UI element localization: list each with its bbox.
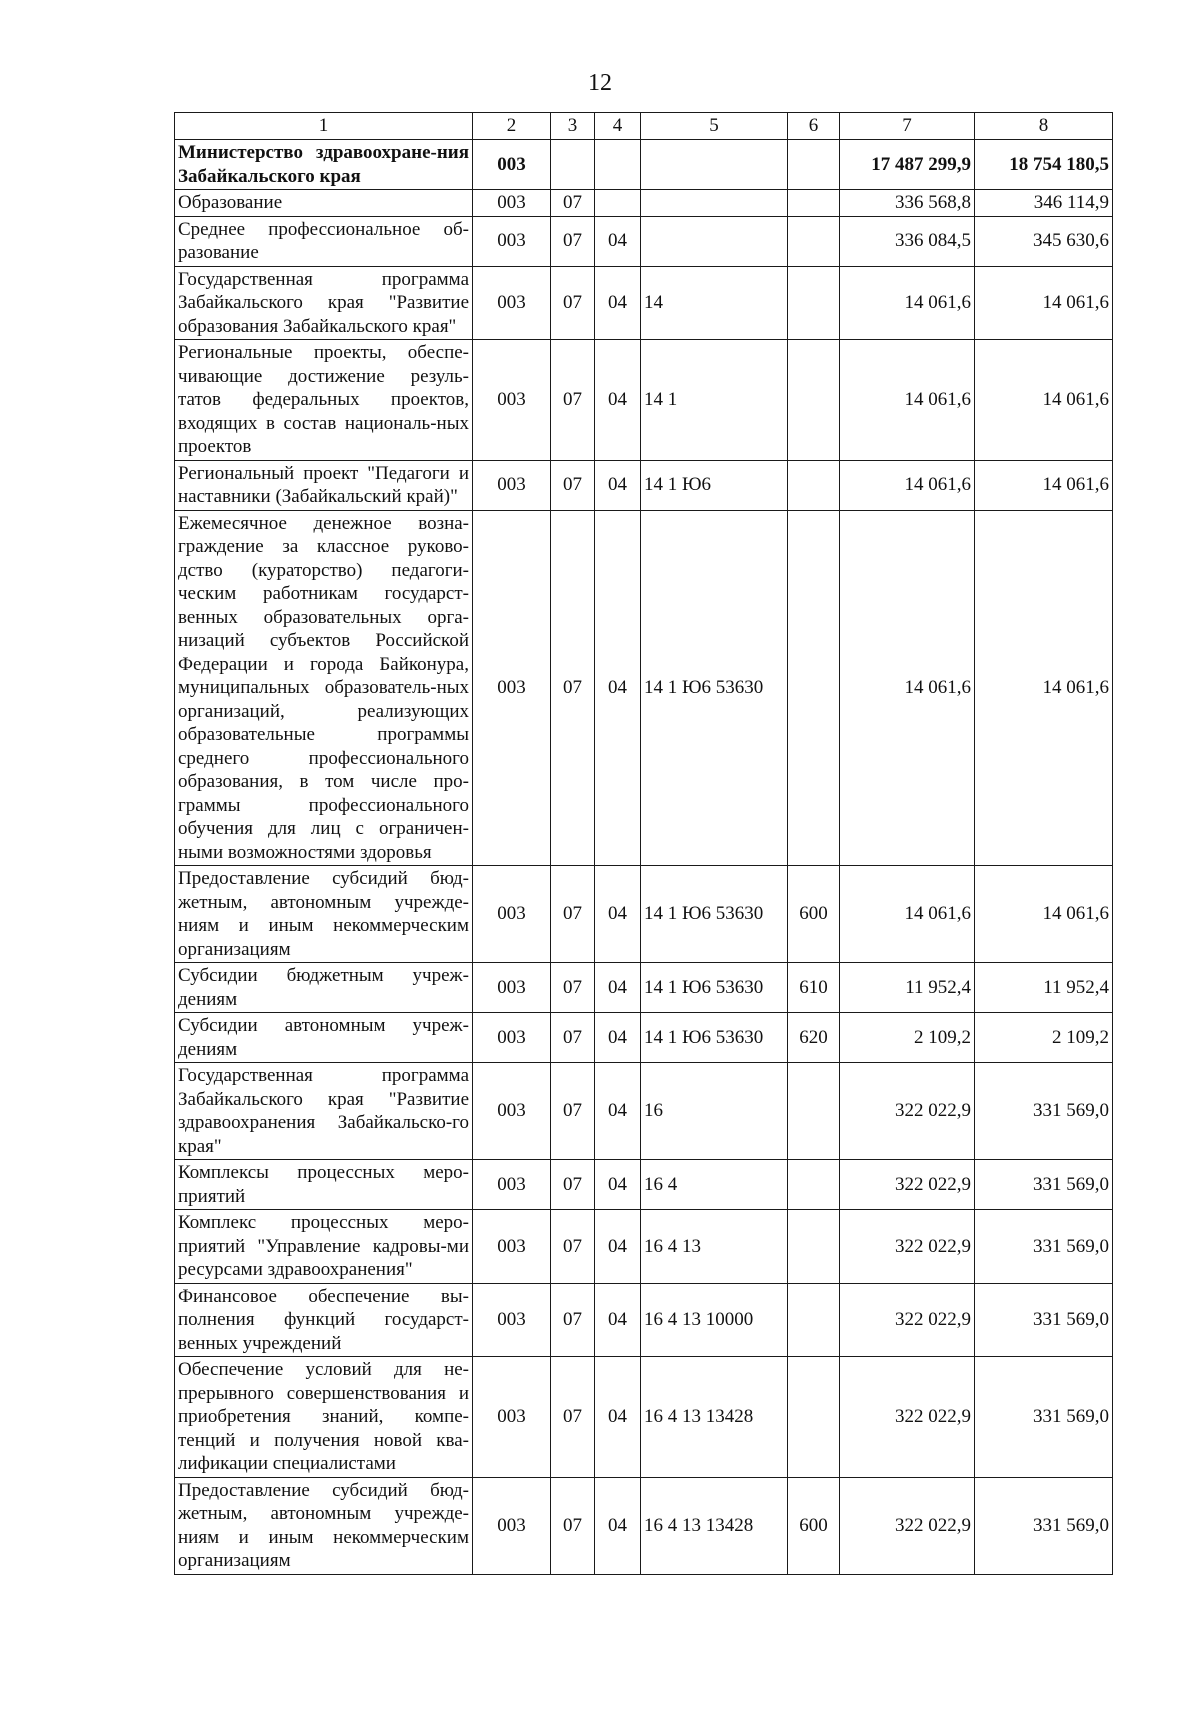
target-article-cell: 14 1 Ю6 53630	[641, 1013, 788, 1063]
table-row	[175, 1210, 1113, 1284]
amount-year2-cell: 345 630,6	[975, 216, 1113, 266]
code-admin-cell: 003	[473, 190, 551, 217]
subsection-cell: 04	[595, 1160, 641, 1210]
target-article-cell: 14 1	[641, 340, 788, 461]
section-cell: 07	[551, 1477, 595, 1574]
row-name-cell: Среднее профессиональное об-разование	[175, 216, 473, 266]
target-article-cell	[641, 216, 788, 266]
section-cell: 07	[551, 1160, 595, 1210]
amount-year1-cell: 322 022,9	[840, 1210, 975, 1284]
column-header: 4	[595, 113, 641, 140]
target-article-cell	[641, 140, 788, 190]
expense-type-cell	[788, 1357, 840, 1478]
expense-type-cell	[788, 140, 840, 190]
row-name-cell: Образование	[175, 190, 473, 217]
expense-type-cell	[788, 1210, 840, 1284]
section-cell: 07	[551, 510, 595, 866]
amount-year1-cell: 11 952,4	[840, 963, 975, 1013]
column-header: 1	[175, 113, 473, 140]
row-name-cell: Комплекс процессных меро-приятий "Управление кадровы-ми ресурсами здравоохранения"	[175, 1210, 473, 1284]
subsection-cell: 04	[595, 866, 641, 963]
code-admin-cell: 003	[473, 266, 551, 340]
table-row	[175, 866, 1113, 963]
row-name-cell: Комплексы процессных меро-приятий	[175, 1160, 473, 1210]
amount-year2-cell: 18 754 180,5	[975, 140, 1113, 190]
table-row	[175, 1013, 1113, 1063]
subsection-cell: 04	[595, 1357, 641, 1478]
code-admin-cell: 003	[473, 340, 551, 461]
column-header: 7	[840, 113, 975, 140]
code-admin-cell: 003	[473, 963, 551, 1013]
table-row	[175, 1357, 1113, 1478]
amount-year2-cell: 331 569,0	[975, 1210, 1113, 1284]
amount-year2-cell: 331 569,0	[975, 1357, 1113, 1478]
section-cell: 07	[551, 460, 595, 510]
row-name-cell: Министерство здравоохране-ния Забайкальского края	[175, 140, 473, 190]
expense-type-cell	[788, 1283, 840, 1357]
section-cell: 07	[551, 1210, 595, 1284]
amount-year1-cell: 14 061,6	[840, 510, 975, 866]
amount-year2-cell: 14 061,6	[975, 340, 1113, 461]
target-article-cell: 16 4 13	[641, 1210, 788, 1284]
subsection-cell: 04	[595, 1063, 641, 1160]
amount-year1-cell: 14 061,6	[840, 460, 975, 510]
table-row	[175, 266, 1113, 340]
row-name-cell: Государственная программа Забайкальского края "Развитие здравоохранения Забайкальско-го края"	[175, 1063, 473, 1160]
table-row	[175, 140, 1113, 190]
table-row	[175, 190, 1113, 217]
row-name-cell: Региональный проект "Педагоги и наставники (Забайкальский край)"	[175, 460, 473, 510]
expense-type-cell	[788, 340, 840, 461]
section-cell: 07	[551, 963, 595, 1013]
row-name-cell: Государственная программа Забайкальского края "Развитие образования Забайкальского края"	[175, 266, 473, 340]
row-name-cell: Предоставление субсидий бюд-жетным, автономным учрежде-ниям и иным некоммерческим организациям	[175, 866, 473, 963]
section-cell: 07	[551, 1063, 595, 1160]
amount-year2-cell: 331 569,0	[975, 1160, 1113, 1210]
target-article-cell: 16 4	[641, 1160, 788, 1210]
amount-year1-cell: 17 487 299,9	[840, 140, 975, 190]
subsection-cell	[595, 190, 641, 217]
subsection-cell: 04	[595, 460, 641, 510]
table-row	[175, 460, 1113, 510]
target-article-cell	[641, 190, 788, 217]
subsection-cell: 04	[595, 266, 641, 340]
column-header: 6	[788, 113, 840, 140]
target-article-cell: 14 1 Ю6 53630	[641, 963, 788, 1013]
section-cell	[551, 140, 595, 190]
column-header: 2	[473, 113, 551, 140]
amount-year1-cell: 322 022,9	[840, 1477, 975, 1574]
section-cell: 07	[551, 190, 595, 217]
target-article-cell: 14 1 Ю6	[641, 460, 788, 510]
amount-year2-cell: 2 109,2	[975, 1013, 1113, 1063]
amount-year2-cell: 14 061,6	[975, 460, 1113, 510]
expense-type-cell: 600	[788, 866, 840, 963]
section-cell: 07	[551, 1283, 595, 1357]
expense-type-cell: 620	[788, 1013, 840, 1063]
row-name-cell: Финансовое обеспечение вы-полнения функций государст-венных учреждений	[175, 1283, 473, 1357]
table-row	[175, 340, 1113, 461]
section-cell: 07	[551, 866, 595, 963]
expense-type-cell	[788, 460, 840, 510]
section-cell: 07	[551, 1357, 595, 1478]
subsection-cell: 04	[595, 1283, 641, 1357]
amount-year2-cell: 331 569,0	[975, 1477, 1113, 1574]
code-admin-cell: 003	[473, 1477, 551, 1574]
row-name-cell: Субсидии автономным учреж-дениям	[175, 1013, 473, 1063]
amount-year1-cell: 336 568,8	[840, 190, 975, 217]
expense-type-cell: 600	[788, 1477, 840, 1574]
amount-year2-cell: 14 061,6	[975, 510, 1113, 866]
expense-type-cell	[788, 190, 840, 217]
row-name-cell: Предоставление субсидий бюд-жетным, автономным учрежде-ниям и иным некоммерческим организациям	[175, 1477, 473, 1574]
target-article-cell: 16 4 13 13428	[641, 1357, 788, 1478]
column-header: 3	[551, 113, 595, 140]
row-name-cell: Ежемесячное денежное возна-граждение за классное руково-дство (кураторство) педагоги-ческим работникам государст-венных образовательных орга-низаций субъектов Российской Федерации и города Байконура, муниципальных образователь-ных организаций, реализующих образовательные программы среднего профессионального образования, в том числе про-граммы профессионального обучения для лиц с ограничен-ными возможностями здоровья	[175, 510, 473, 866]
code-admin-cell: 003	[473, 510, 551, 866]
code-admin-cell: 003	[473, 460, 551, 510]
column-header: 8	[975, 113, 1113, 140]
code-admin-cell: 003	[473, 140, 551, 190]
code-admin-cell: 003	[473, 1283, 551, 1357]
section-cell: 07	[551, 216, 595, 266]
amount-year1-cell: 14 061,6	[840, 866, 975, 963]
amount-year1-cell: 322 022,9	[840, 1063, 975, 1160]
section-cell: 07	[551, 266, 595, 340]
code-admin-cell: 003	[473, 1063, 551, 1160]
header-row	[175, 113, 1113, 140]
code-admin-cell: 003	[473, 1210, 551, 1284]
target-article-cell: 14 1 Ю6 53630	[641, 866, 788, 963]
row-name-cell: Региональные проекты, обеспе-чивающие достижение резуль-татов федеральных проектов, входящих в состав националь-ных проектов	[175, 340, 473, 461]
amount-year1-cell: 14 061,6	[840, 266, 975, 340]
amount-year2-cell: 14 061,6	[975, 266, 1113, 340]
row-name-cell: Субсидии бюджетным учреж-дениям	[175, 963, 473, 1013]
amount-year1-cell: 322 022,9	[840, 1283, 975, 1357]
subsection-cell: 04	[595, 340, 641, 461]
column-header: 5	[641, 113, 788, 140]
target-article-cell: 14	[641, 266, 788, 340]
amount-year1-cell: 336 084,5	[840, 216, 975, 266]
amount-year1-cell: 322 022,9	[840, 1160, 975, 1210]
budget-table	[174, 112, 1113, 1575]
amount-year2-cell: 331 569,0	[975, 1063, 1113, 1160]
target-article-cell: 16 4 13 13428	[641, 1477, 788, 1574]
code-admin-cell: 003	[473, 1160, 551, 1210]
amount-year2-cell: 346 114,9	[975, 190, 1113, 217]
subsection-cell	[595, 140, 641, 190]
table-row	[175, 1160, 1113, 1210]
code-admin-cell: 003	[473, 1357, 551, 1478]
code-admin-cell: 003	[473, 866, 551, 963]
subsection-cell: 04	[595, 1477, 641, 1574]
table-row	[175, 1063, 1113, 1160]
target-article-cell: 14 1 Ю6 53630	[641, 510, 788, 866]
section-cell: 07	[551, 340, 595, 461]
expense-type-cell	[788, 1063, 840, 1160]
expense-type-cell: 610	[788, 963, 840, 1013]
amount-year2-cell: 11 952,4	[975, 963, 1113, 1013]
subsection-cell: 04	[595, 1013, 641, 1063]
table-row	[175, 1477, 1113, 1574]
amount-year2-cell: 14 061,6	[975, 866, 1113, 963]
row-name-cell: Обеспечение условий для не-прерывного совершенствования и приобретения знаний, компе-тенций и получения новой ква-лификации специалистами	[175, 1357, 473, 1478]
table-row	[175, 216, 1113, 266]
expense-type-cell	[788, 266, 840, 340]
amount-year1-cell: 2 109,2	[840, 1013, 975, 1063]
expense-type-cell	[788, 510, 840, 866]
expense-type-cell	[788, 216, 840, 266]
amount-year1-cell: 322 022,9	[840, 1357, 975, 1478]
table-row	[175, 963, 1113, 1013]
subsection-cell: 04	[595, 510, 641, 866]
expense-type-cell	[788, 1160, 840, 1210]
target-article-cell: 16	[641, 1063, 788, 1160]
code-admin-cell: 003	[473, 1013, 551, 1063]
page-number: 12	[588, 70, 612, 96]
target-article-cell: 16 4 13 10000	[641, 1283, 788, 1357]
amount-year1-cell: 14 061,6	[840, 340, 975, 461]
subsection-cell: 04	[595, 1210, 641, 1284]
amount-year2-cell: 331 569,0	[975, 1283, 1113, 1357]
table-row	[175, 1283, 1113, 1357]
subsection-cell: 04	[595, 963, 641, 1013]
section-cell: 07	[551, 1013, 595, 1063]
subsection-cell: 04	[595, 216, 641, 266]
table-row	[175, 510, 1113, 866]
code-admin-cell: 003	[473, 216, 551, 266]
